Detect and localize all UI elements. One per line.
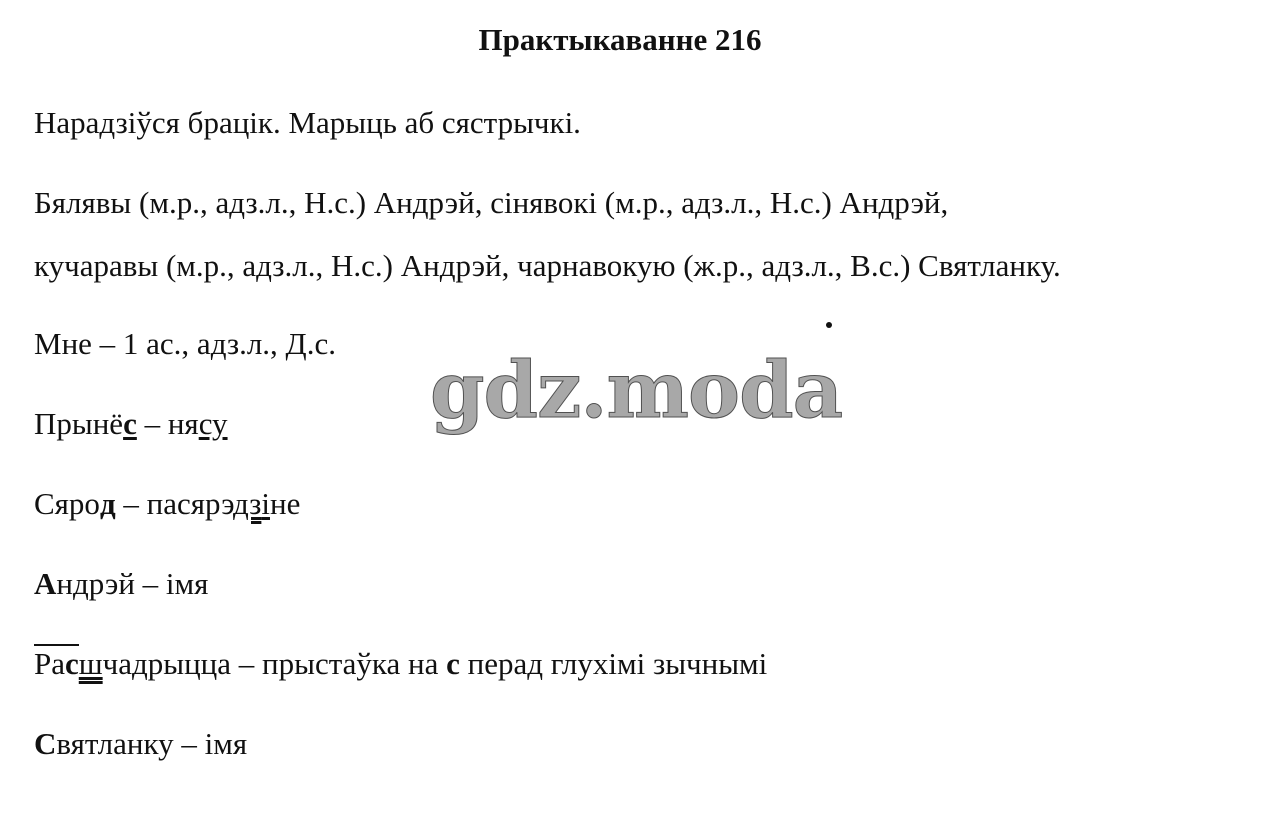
underlined-part: су [198, 406, 228, 441]
ink-dot [826, 322, 832, 328]
word-check-rasshchadrytstsa [34, 646, 767, 682]
text-part: чадрыцца – прыстаўка на [102, 646, 447, 681]
analysis-line-2: кучаравы (м.р., адз.л., Н.с.) Андрэй, чарнавокую (ж.р., адз.л., В.с.) Святланку. [34, 248, 1061, 283]
page-title: Практыкаванне 216 [478, 22, 762, 57]
word-check-sviatlanku [34, 726, 247, 762]
underlined-part: дз [232, 486, 262, 521]
text-part: Сяро [34, 486, 100, 521]
text-part: ндрэй – імя [56, 566, 209, 601]
underlined-part: ш [78, 646, 103, 681]
prefix-mark [34, 644, 79, 681]
sentence-line: Нарадзіўся брацік. Марыць аб сястрычкі. [34, 105, 581, 140]
highlighted-letter: с [446, 646, 460, 681]
highlighted-letter: А [34, 566, 57, 601]
word-check-syarod [34, 486, 300, 522]
text-part: Ра [34, 646, 65, 681]
word-check-andrei [34, 566, 208, 602]
pronoun-analysis-line: Мне – 1 ас., адз.л., Д.с. [34, 326, 336, 361]
underlined-part: і [261, 486, 270, 521]
text-part: перад глухімі зычнымі [459, 646, 768, 681]
text-part: Прынё [34, 406, 124, 441]
text-part: вятланку – імя [56, 726, 248, 761]
highlighted-letter: д [99, 486, 116, 521]
highlighted-letter: с [123, 406, 137, 441]
watermark-logo: gdz.moda [430, 345, 843, 436]
highlighted-letter: С [34, 726, 57, 761]
text-part: – пасярэ [115, 486, 233, 521]
highlighted-letter: с [65, 646, 79, 681]
text-part: – ня [136, 406, 199, 441]
text-part: не [270, 486, 301, 521]
analysis-line-1: Бялявы (м.р., адз.л., Н.с.) Андрэй, сінявокі (м.р., адз.л., Н.с.) Андрэй, [34, 185, 949, 220]
word-check-prynios [34, 406, 228, 442]
